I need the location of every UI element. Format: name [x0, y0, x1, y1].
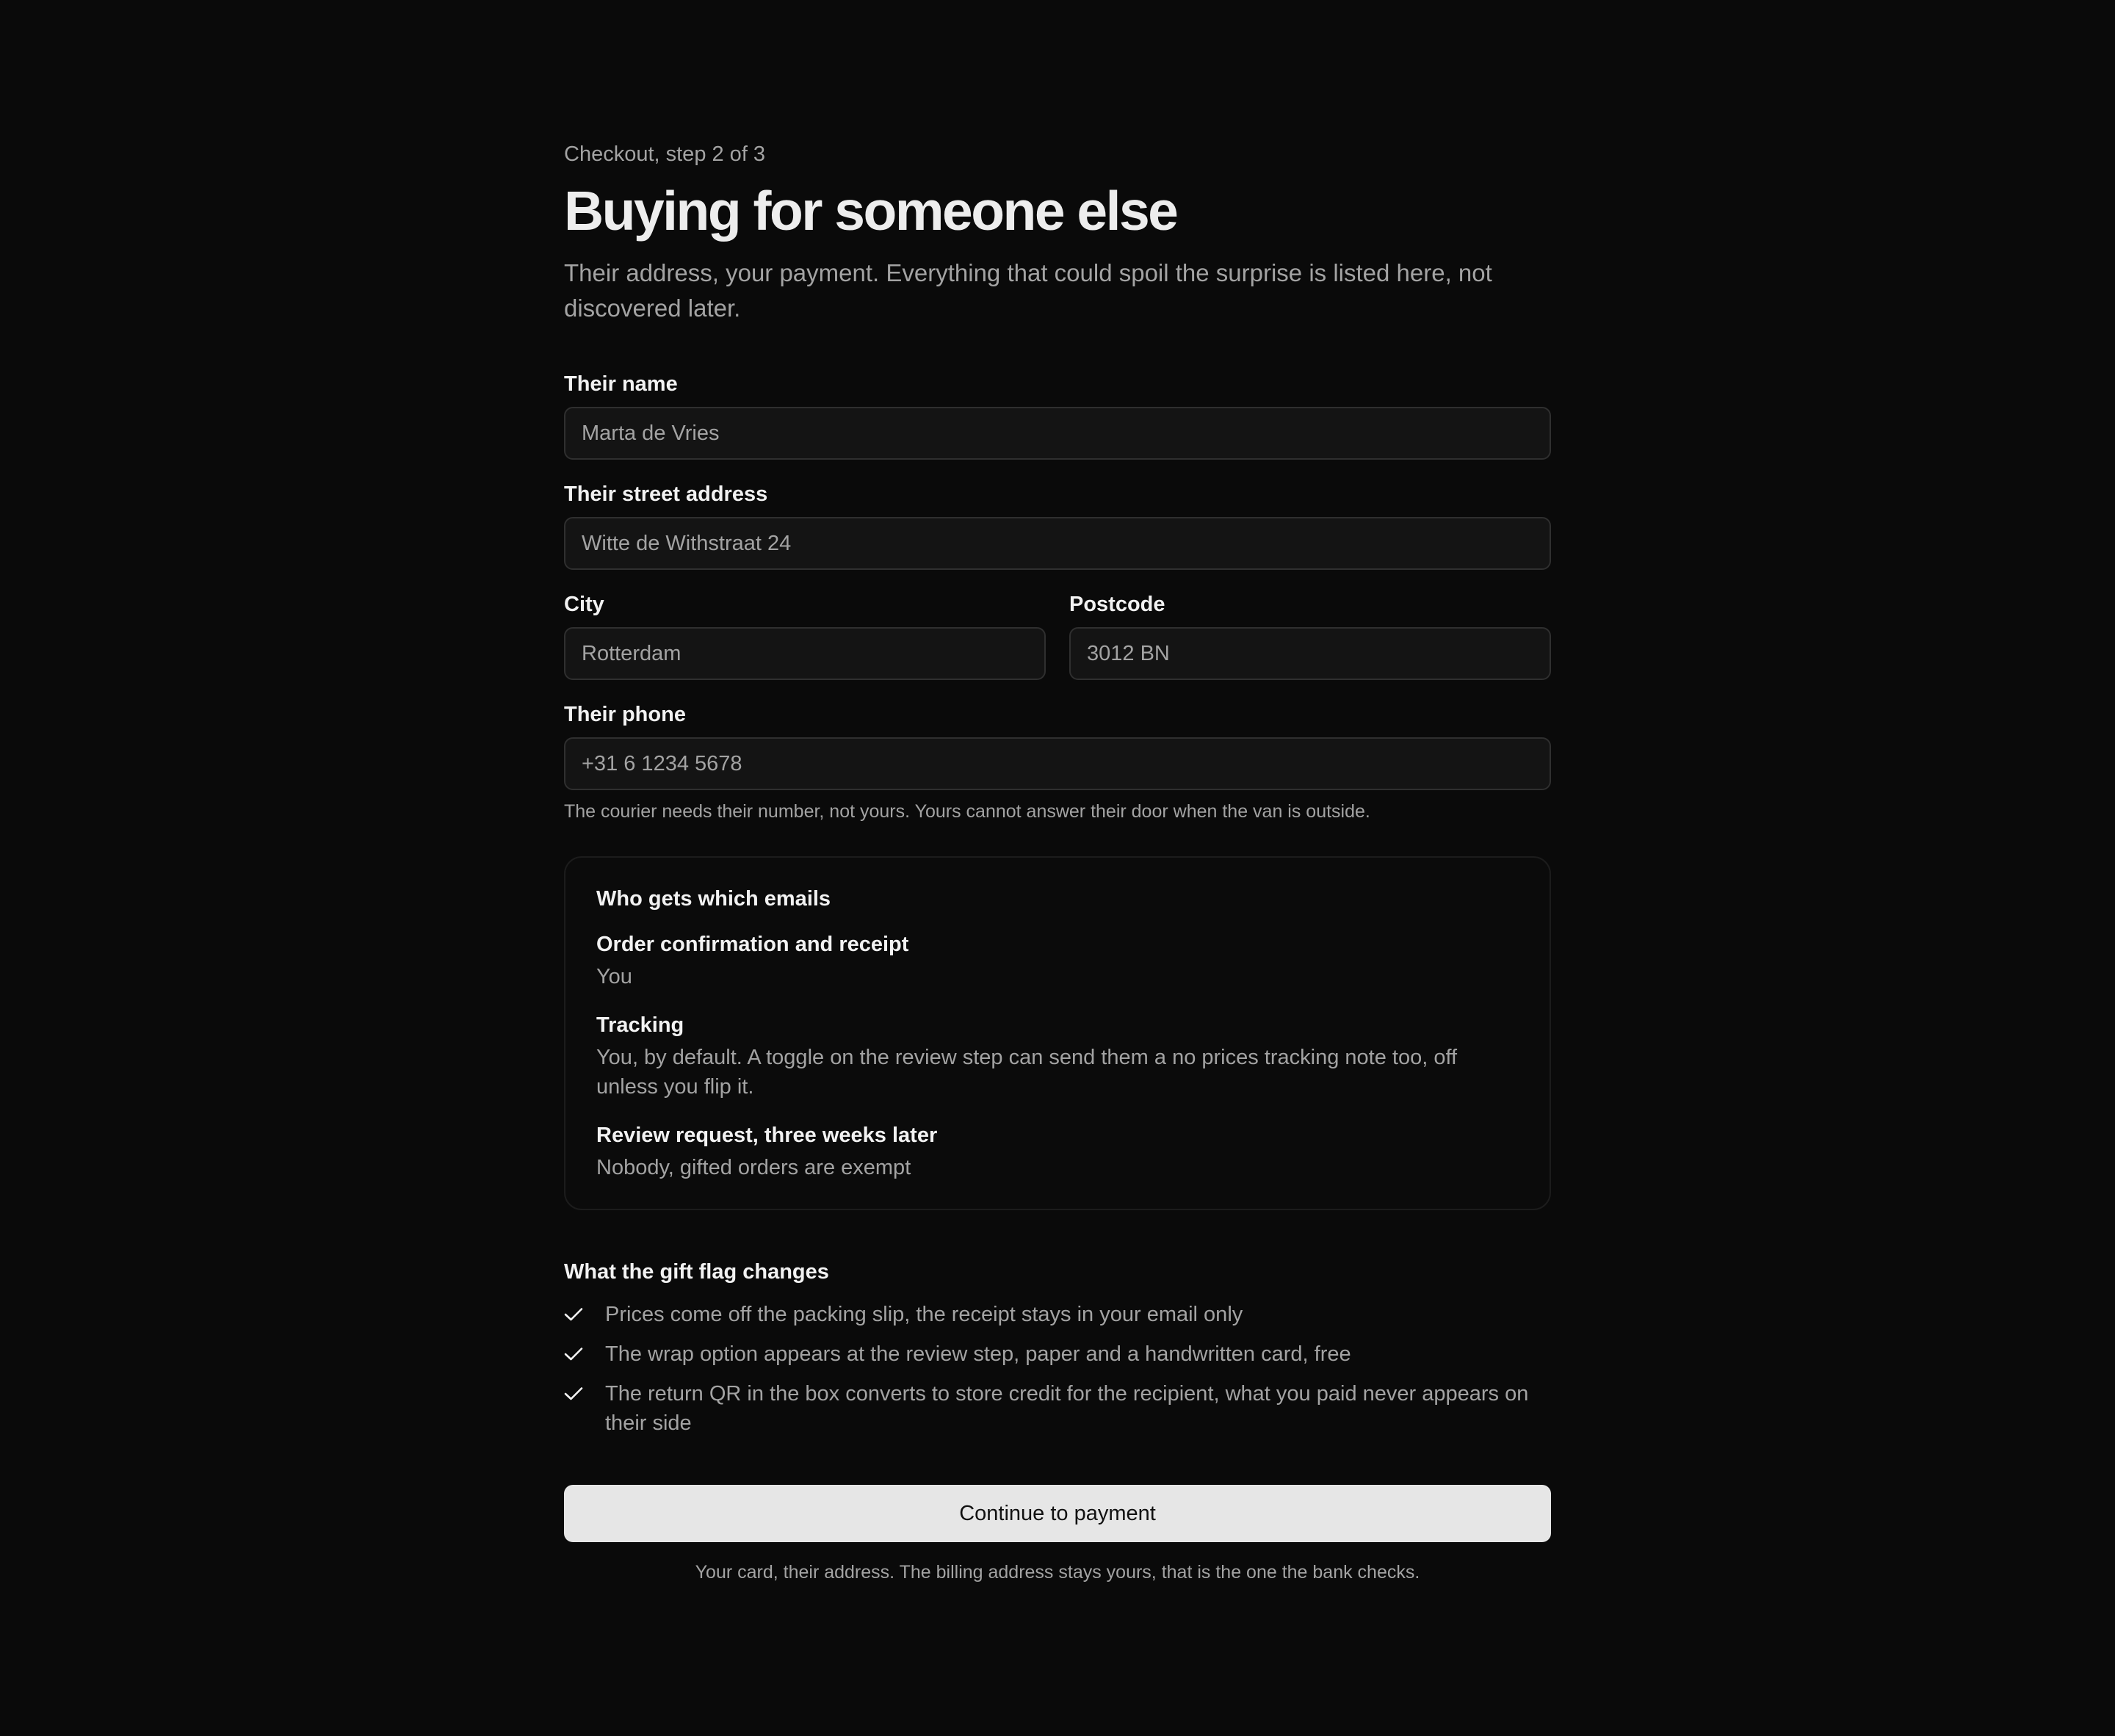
email-item-title: Tracking — [596, 1013, 684, 1037]
city-label: City — [564, 593, 604, 616]
email-item-title: Order confirmation and receipt — [596, 933, 909, 956]
email-item — [596, 931, 1519, 991]
check-icon — [564, 1379, 586, 1408]
postcode-field-group — [1069, 592, 1551, 680]
email-item — [596, 1122, 1519, 1182]
phone-hint: The courier needs their number, not yours. Yours cannot answer their door when the van is outside. — [564, 801, 1370, 822]
email-item — [596, 1012, 1519, 1102]
email-item-title: Review request, three weeks later — [596, 1124, 938, 1147]
list-item — [564, 1339, 1551, 1369]
checkout-page — [564, 140, 1551, 1585]
list-item — [564, 1379, 1551, 1438]
step-indicator: Checkout, step 2 of 3 — [564, 142, 766, 166]
city-field-group — [564, 592, 1046, 680]
payment-footnote: Your card, their address. The billing address stays yours, that is the one the bank checks. — [695, 1562, 1420, 1583]
name-input[interactable] — [564, 407, 1551, 460]
gift-flag-heading: What the gift flag changes — [564, 1260, 829, 1284]
phone-input[interactable] — [564, 737, 1551, 790]
page-title: Buying for someone else — [564, 180, 1177, 242]
emails-card — [564, 856, 1551, 1210]
postcode-label: Postcode — [1069, 593, 1165, 616]
name-field-group — [564, 372, 1551, 460]
postcode-input[interactable] — [1069, 627, 1551, 680]
city-input[interactable] — [564, 627, 1046, 680]
city-postcode-row — [564, 592, 1551, 680]
check-icon — [564, 1339, 586, 1369]
list-item — [564, 1300, 1551, 1329]
email-item-desc: You, by default. A toggle on the review step can send them a no prices tracking note too, off unless you flip it. — [596, 1046, 1458, 1099]
gift-flag-section — [564, 1259, 1551, 1438]
phone-field-group — [564, 702, 1551, 824]
street-field-group — [564, 482, 1551, 570]
email-item-desc: Nobody, gifted orders are exempt — [596, 1156, 911, 1179]
check-icon — [564, 1300, 586, 1329]
street-address-input[interactable] — [564, 517, 1551, 570]
name-label: Their name — [564, 372, 678, 396]
list-item-text: The wrap option appears at the review step, paper and a handwritten card, free — [605, 1342, 1351, 1366]
emails-card-heading: Who gets which emails — [596, 887, 831, 911]
street-label: Their street address — [564, 482, 768, 506]
email-item-desc: You — [596, 965, 632, 988]
continue-to-payment-button[interactable]: Continue to payment — [564, 1485, 1551, 1542]
page-lede: Their address, your payment. Everything that could spoil the surprise is listed here, not discovered later. — [564, 259, 1492, 322]
phone-label: Their phone — [564, 703, 686, 726]
list-item-text: Prices come off the packing slip, the receipt stays in your email only — [605, 1303, 1243, 1326]
list-item-text: The return QR in the box converts to store credit for the recipient, what you paid never appears on their side — [605, 1382, 1529, 1435]
